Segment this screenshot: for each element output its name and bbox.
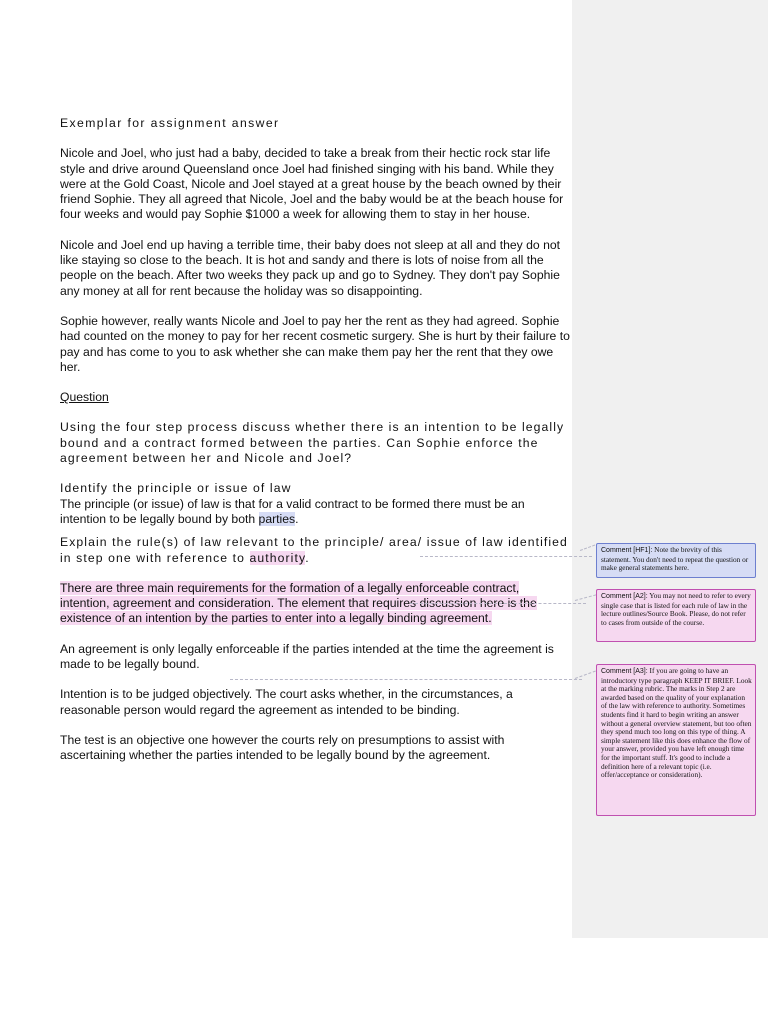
comment-hf1-text: Note the brevity of this statement. You don't need to repeat the question or make general statements here. <box>601 545 749 573</box>
comment-hf1-tag: Comment [HF1]: <box>601 547 653 554</box>
step2-heading <box>60 535 570 566</box>
body-paragraph-2: Intention is to be judged objectively. The court asks whether, in the circumstances, a reasonable person would regard the agreement as intended to be binding. <box>60 687 513 717</box>
step1-end: . <box>295 511 299 526</box>
step1-section <box>60 481 570 527</box>
anchor-line-hf1 <box>420 556 592 557</box>
step2-highlight-authority[interactable]: authority <box>249 550 306 565</box>
scenario-paragraph-2: Nicole and Joel end up having a terrible time, their baby does not sleep at all and they do not like staying so close to the beach. It is hot and sandy and there is lots of noise from all the people on the beach. After two weeks they pack up and go to Sydney. They don't pay Sophie any money at all for rent because the holiday was so disappointing. <box>60 237 561 298</box>
anchor-line-a3 <box>230 679 582 680</box>
scenario-paragraph-1: Nicole and Joel, who just had a baby, decided to take a break from their hectic rock star life style and drive around Queensland once Joel had finished singing with his band. While they were at the Gold Coast, Nicole and Joel stayed at a great house by the beach owned by their friend Sophie. They all agreed that Nicole, Joel and the baby would be at the beach house for four weeks and would pay Sophie $1000 a week for allowing them to stay in her house. <box>60 146 564 222</box>
step2-heading-text: Explain the rule(s) of law relevant to the principle/ area/ issue of law identified in step one with reference to <box>60 535 568 565</box>
comment-a3-text: If you are going to have an introductory type paragraph KEEP IT BRIEF. Look at the marking rubric. The marks in Step 2 are awarded based on the quality of your explanation of the law with reference to authority. Sometimes students find it hard to begin writing an answer without a general overview statement, but too often they spend much too long on this type of thing. A simple statement like this does enhance the flow of your answer, provided you have left enough time for the important stuff. It's good to include a definition here of a relevant topic (i.e. offer/acceptance or consideration). <box>601 666 752 780</box>
question-text: Using the four step process discuss whether there is an intention to be legally bound and a contract formed between the parties. Can Sophie enforce the agreement between her and Nicole and Joel? <box>60 420 565 466</box>
comment-hf1[interactable] <box>596 543 756 578</box>
comment-a3[interactable] <box>596 664 756 816</box>
step1-highlight-parties[interactable]: parties <box>258 511 296 526</box>
scenario-paragraph-3: Sophie however, really wants Nicole and Joel to pay her the rent as they had agreed. Sophie had counted on the money to pay for her recent cosmetic surgery. She is hurt by their failure to pay and has come to you to ask whether she can make them pay her the rent that they owe her. <box>60 313 570 374</box>
step2-end: . <box>305 550 310 565</box>
question-heading: Question <box>60 390 109 405</box>
step1-text: The principle (or issue) of law is that for a valid contract to be formed there must be an intention to be legally bound by both <box>60 496 525 526</box>
step1-heading: Identify the principle or issue of law <box>60 481 292 496</box>
comment-a2-text: You may not need to refer to every single case that is listed for each rule of law in the lecture outlines/Source Book. Please, do not refer to cases from outside of the course. <box>601 591 751 627</box>
anchor-line-a2 <box>410 603 586 604</box>
body-paragraph-3: The test is an objective one however the courts rely on presumptions to assist with ascertaining whether the parties intended to be legally bound by the agreement. <box>60 732 505 763</box>
body-paragraph-1: An agreement is only legally enforceable if the parties intended at the time the agreement is made to be legally bound. <box>60 641 554 672</box>
intro-highlight[interactable]: There are three main requirements for the formation of a legally enforceable contract, intention, agreement and consideration. The element that requires discussion here is the existence of an intention by the parties to enter into a legally binding agreement. <box>60 580 537 626</box>
comment-a3-tag: Comment [A3]: <box>601 668 648 675</box>
document-title: Exemplar for assignment answer <box>60 116 280 130</box>
comment-a2-tag: Comment [A2]: <box>601 593 648 600</box>
comment-a2[interactable] <box>596 589 756 642</box>
